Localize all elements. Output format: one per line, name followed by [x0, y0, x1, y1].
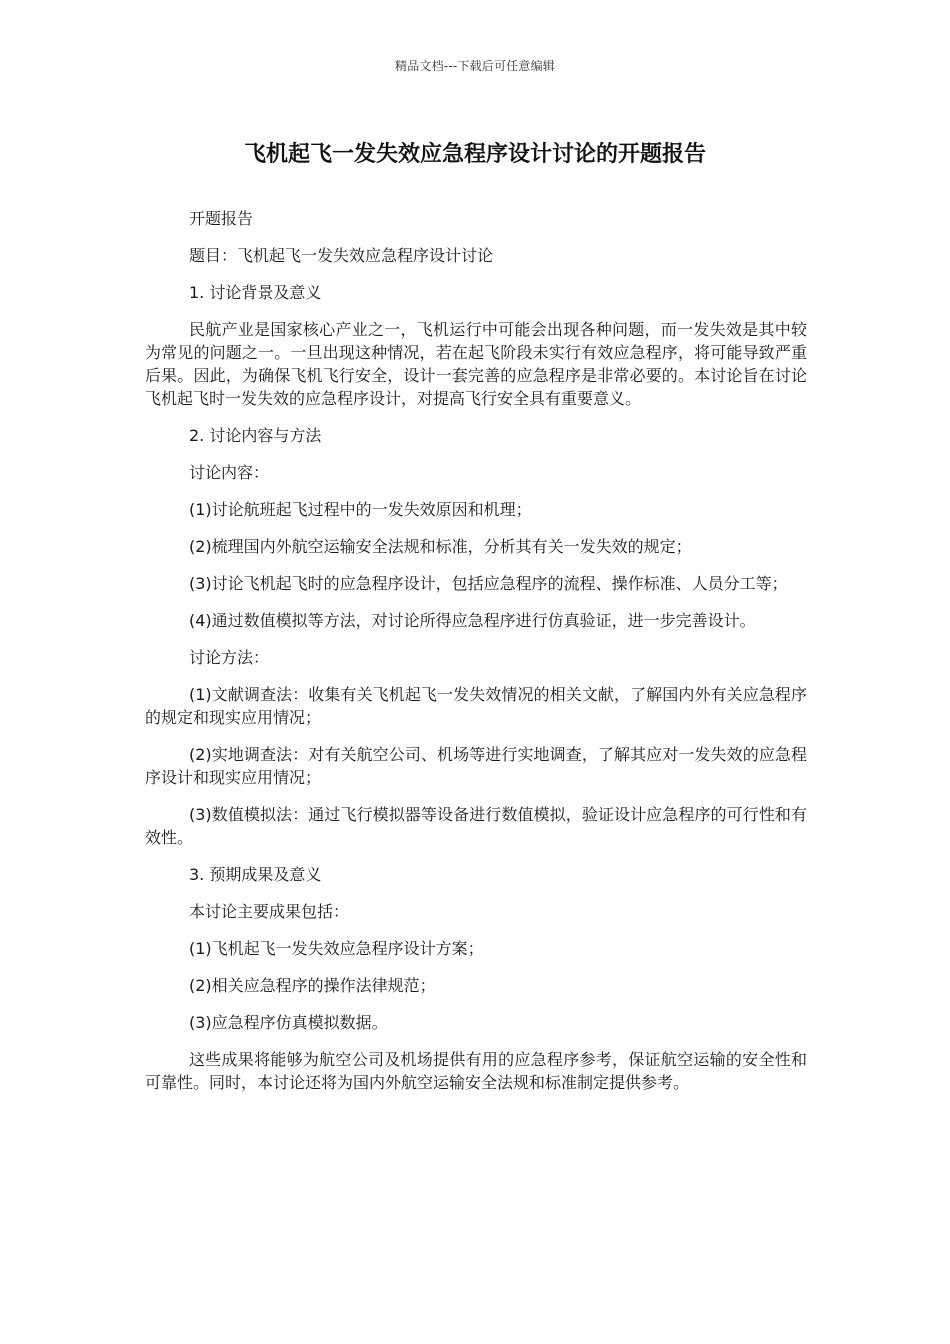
list-item: (2)梳理国内外航空运输安全法规和标准，分析其有关一发失效的规定；	[189, 537, 692, 556]
header-note: 精品文档---下载后可任意编辑	[395, 59, 555, 73]
topic-line: 题目：飞机起飞一发失效应急程序设计讨论	[189, 246, 494, 265]
subsection-label: 讨论内容：	[189, 463, 270, 482]
list-item: (1)文献调查法：收集有关飞机起飞一发失效情况的相关文献，了解国内外有关应急程序的规定和现实应用情况；	[145, 685, 807, 727]
subsection-label: 本讨论主要成果包括：	[189, 902, 350, 921]
body-paragraph: 民航产业是国家核心产业之一，飞机运行中可能会出现各种问题，而一发失效是其中较为常见的问题之一。一旦出现这种情况，若在起飞阶段未实行有效应急程序，将可能导致严重后果。因此，为确保飞机飞行安全，设计一套完善的应急程序是非常必要的。本讨论旨在讨论飞机起飞时一发失效的应急程序设计，对提高飞行安全具有重要意义。	[145, 320, 807, 408]
subsection-label: 讨论方法：	[189, 648, 270, 667]
list-item: (2)相关应急程序的操作法律规范；	[189, 976, 436, 995]
section-heading: 3. 预期成果及意义	[189, 865, 322, 884]
body-paragraph: 这些成果将能够为航空公司及机场提供有用的应急程序参考，保证航空运输的安全性和可靠性。同时，本讨论还将为国内外航空运输安全法规和标准制定提供参考。	[145, 1050, 807, 1092]
section-heading: 2. 讨论内容与方法	[189, 426, 322, 445]
list-item: (3)讨论飞机起飞时的应急程序设计，包括应急程序的流程、操作标准、人员分工等；	[189, 574, 788, 593]
list-item: (1)讨论航班起飞过程中的一发失效原因和机理；	[189, 500, 532, 519]
list-item: (2)实地调查法：对有关航空公司、机场等进行实地调查，了解其应对一发失效的应急程序设计和现实应用情况；	[145, 745, 807, 787]
section-label: 开题报告	[189, 209, 254, 228]
list-item: (1)飞机起飞一发失效应急程序设计方案；	[189, 939, 484, 958]
list-item: (3)应急程序仿真模拟数据。	[189, 1013, 388, 1032]
section-heading: 1. 讨论背景及意义	[189, 283, 322, 302]
list-item: (3)数值模拟法：通过飞行模拟器等设备进行数值模拟，验证设计应急程序的可行性和有效性。	[145, 805, 807, 847]
document-title: 飞机起飞一发失效应急程序设计讨论的开题报告	[243, 142, 706, 167]
document-body	[145, 207, 807, 1108]
list-item: (4)通过数值模拟等方法，对讨论所得应急程序进行仿真验证，进一步完善设计。	[189, 611, 756, 630]
